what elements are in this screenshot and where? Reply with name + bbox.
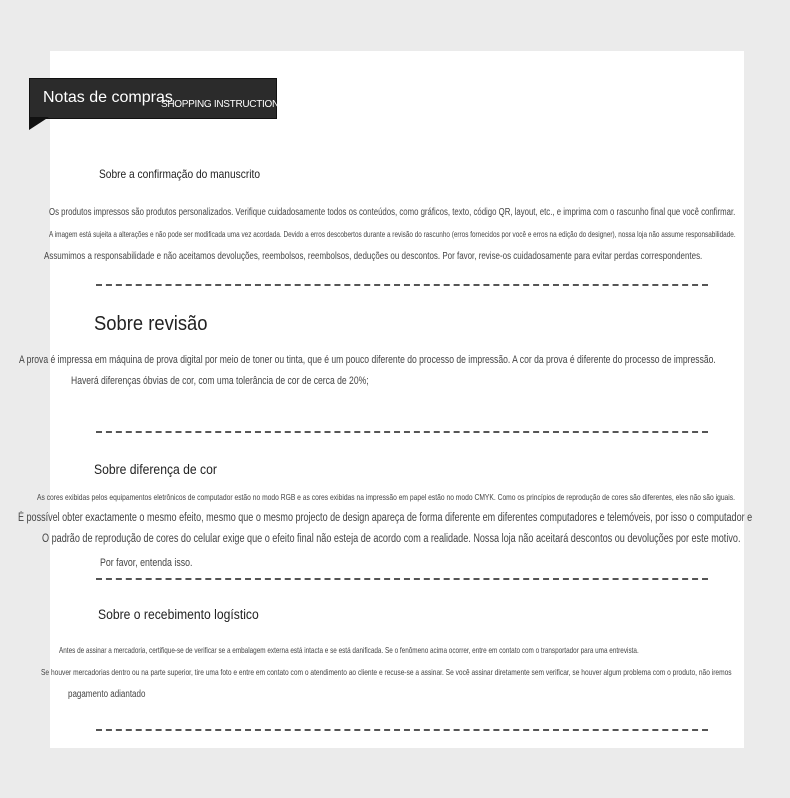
banner-fold	[29, 117, 49, 130]
revision-heading: Sobre revisão	[94, 313, 208, 335]
shopping-notes-banner	[29, 78, 286, 119]
logistics-line-3: pagamento adiantado	[68, 689, 146, 700]
revision-line-1: A prova é impressa em máquina de prova digital por meio de toner ou tinta, que é um pouco diferente do processo de impressão. A cor da prova é diferente do processo de impressão.	[19, 354, 716, 366]
color-line-4: Por favor, entenda isso.	[100, 557, 193, 569]
section-divider	[96, 284, 708, 286]
logistics-line-1: Antes de assinar a mercadoria, certifique-se de verificar se a embalagem externa está intacta e se está danificada. Se o fenômeno acima ocorrer, entre em contato com o transportador para uma entrevista.	[59, 645, 639, 655]
manuscript-heading: Sobre a confirmação do manuscrito	[99, 167, 261, 181]
banner-title: Notas de compras	[43, 89, 173, 106]
section-divider	[96, 729, 708, 731]
section-divider	[96, 431, 708, 433]
logistics-line-2: Se houver mercadorias dentro ou na parte superior, tire uma foto e entre em contato com o atendimento ao cliente e recuse-se a assinar. Se você assinar diretamente sem verificar, se houver algum problema com o produto, não iremos	[41, 667, 732, 677]
section-divider	[96, 578, 708, 580]
color-line-2: É possível obter exactamente o mesmo efeito, mesmo que o mesmo projecto de design apareça de forma diferente em diferentes computadores e telemóveis, por isso o computador e	[18, 512, 753, 524]
revision-line-2: Haverá diferenças óbvias de cor, com uma tolerância de cor de cerca de 20%;	[71, 375, 369, 387]
content-page	[50, 51, 744, 748]
color-line-1: As cores exibidas pelos equipamentos eletrônicos de computador estão no modo RGB e as cores exibidas na impressão em papel estão no modo CMYK. Como os princípios de reprodução de cores são diferentes, eles não são iguais.	[37, 492, 736, 502]
manuscript-line-2: A imagem está sujeita a alterações e não pode ser modificada uma vez acordada. Devido a erros descobertos durante a revisão do rascunho (erros fornecidos por você e erros na edição do designer), nossa loja não assume responsabilidade.	[49, 230, 736, 239]
banner-subtitle: SHOPPING INSTRUCTIONS	[161, 99, 286, 110]
manuscript-line-1: Os produtos impressos são produtos personalizados. Verifique cuidadosamente todos os conteúdos, como gráficos, texto, código QR, layout, etc., e imprima com o rascunho final que você confirmar.	[49, 207, 736, 218]
color-heading: Sobre diferença de cor	[94, 462, 217, 477]
color-line-3: O padrão de reprodução de cores do celular exige que o efeito final não esteja de acordo com a realidade. Nossa loja não aceitará descontos ou devoluções por este motivo.	[42, 533, 741, 545]
logistics-heading: Sobre o recebimento logístico	[98, 607, 259, 622]
manuscript-line-3: Assumimos a responsabilidade e não aceitamos devoluções, reembolsos, reembolsos, deduções ou descontos. Por favor, revise-os cuidadosamente para evitar perdas correspondentes.	[44, 250, 703, 262]
